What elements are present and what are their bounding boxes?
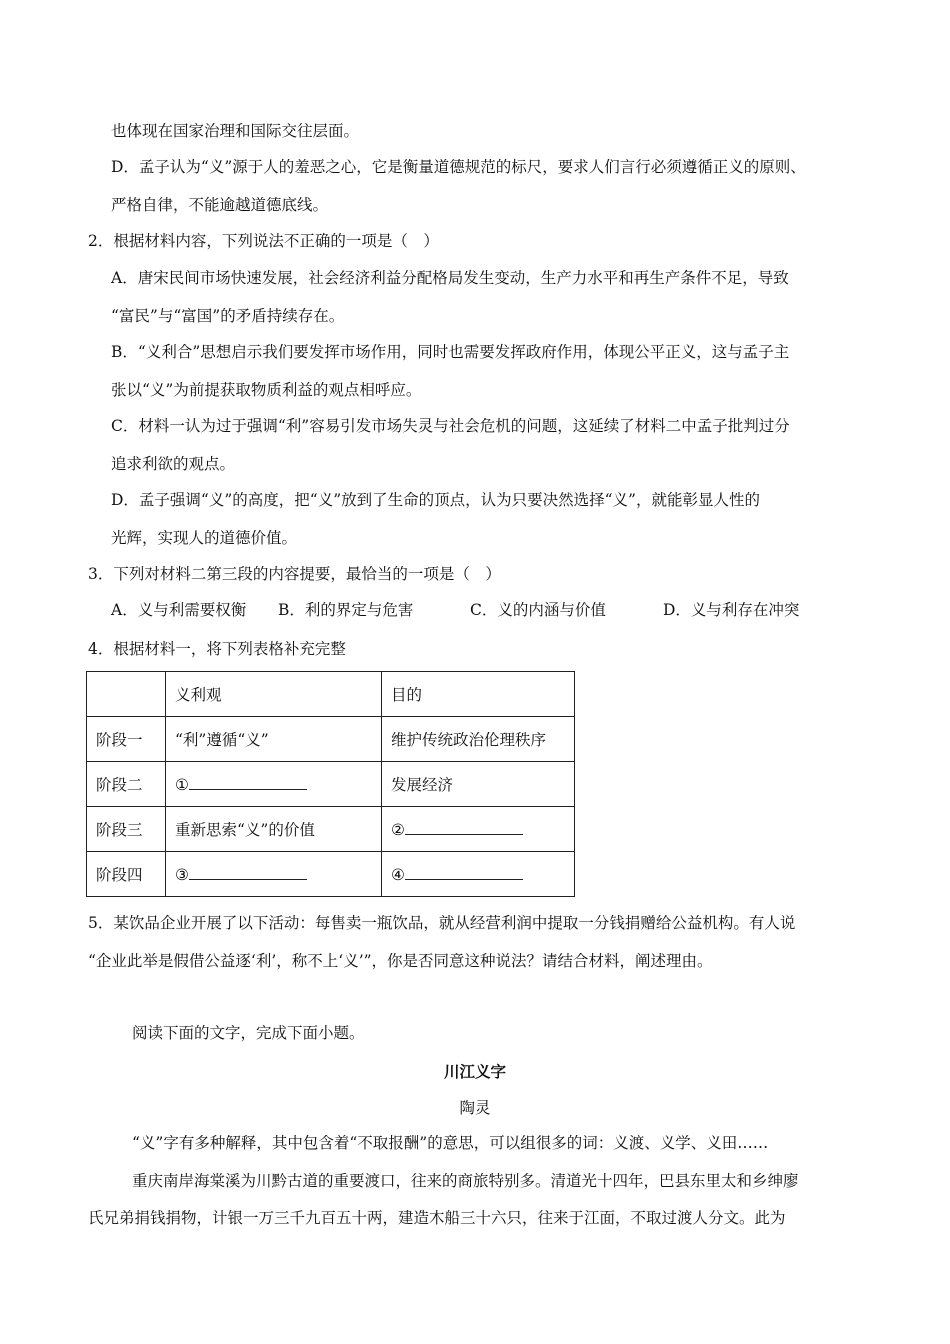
table-row	[87, 852, 575, 897]
q3-option-d: D．义与利存在冲突	[663, 601, 800, 619]
goal-cell: 维护传统政治伦理秩序	[382, 717, 575, 762]
goal-blank-cell[interactable]	[382, 852, 575, 897]
stage-cell: 阶段四	[87, 852, 166, 897]
article-author: 陶灵	[459, 1099, 491, 1117]
q2-option-c-line1: C．材料一认为过于强调“利”容易引发市场失灵与社会危机的问题，这延续了材料二中孟子批判过分	[111, 417, 790, 435]
q5-line1: 5．某饮品企业开展了以下活动：每售卖一瓶饮品，就从经营利润中提取一分钱捐赠给公益机构。有人说	[88, 914, 796, 932]
stage-cell: 阶段二	[87, 762, 166, 807]
goal-cell: 发展经济	[382, 762, 575, 807]
fill-in-blank[interactable]	[405, 820, 523, 835]
q1-option-c-tail: 也体现在国家治理和国际交往层面。	[111, 122, 360, 140]
q3-option-a: A．义与利需要权衡	[111, 601, 247, 619]
q2-option-d-line2: 光辉，实现人的道德价值。	[111, 529, 298, 547]
table-row	[87, 717, 575, 762]
goal-blank-cell[interactable]	[382, 807, 575, 852]
q2-option-d-line1: D．孟子强调“义”的高度，把“义”放到了生命的顶点，认为只要决然选择“义”，就能彰显人性的	[111, 491, 760, 509]
table-header-cell	[87, 672, 166, 717]
table-header-row	[87, 672, 575, 717]
table-header-cell: 义利观	[166, 672, 382, 717]
blank-marker: ③	[175, 865, 189, 884]
table-row	[87, 807, 575, 852]
article-paragraph-2-line1: 重庆南岸海棠溪为川黔古道的重要渡口，往来的商旅特别多。清道光十四年，巴县东里太和乡绅廖	[132, 1172, 799, 1190]
q3-stem: 3．下列对材料二第三段的内容提要，最恰当的一项是（ ）	[88, 565, 501, 583]
q3-option-b: B．利的界定与危害	[278, 601, 414, 619]
q4-table	[86, 671, 575, 897]
stage-cell: 阶段一	[87, 717, 166, 762]
view-cell: “利”遵循“义”	[166, 717, 382, 762]
blank-marker: ②	[391, 820, 405, 839]
q2-option-b-line1: B．“义利合”思想启示我们要发挥市场作用，同时也需要发挥政府作用，体现公平正义，这与孟子主	[111, 343, 790, 361]
q2-option-c-line2: 追求利欲的观点。	[111, 455, 236, 473]
fill-in-blank[interactable]	[189, 775, 307, 790]
q5-line2: “企业此举是假借公益逐‘利’，称不上‘义’”，你是否同意这种说法？请结合材料，阐述理由。	[88, 952, 713, 970]
fill-in-blank[interactable]	[405, 865, 523, 880]
q3-option-c: C．义的内涵与价值	[470, 601, 606, 619]
reading-intro: 阅读下面的文字，完成下面小题。	[132, 1024, 365, 1042]
table-row	[87, 762, 575, 807]
blank-marker: ①	[175, 775, 189, 794]
fill-in-blank[interactable]	[189, 865, 307, 880]
q4-stem: 4．根据材料一，将下列表格补充完整	[88, 640, 346, 658]
q2-stem: 2．根据材料内容，下列说法不正确的一项是（ ）	[88, 232, 439, 250]
article-paragraph-2-line2: 氏兄弟捐钱捐物，计银一万三千九百五十两，建造木船三十六只，往来于江面，不取过渡人分文。此为	[88, 1209, 786, 1227]
q1-option-d-line2: 严格自律，不能逾越道德底线。	[111, 196, 329, 214]
q2-option-b-line2: 张以“义”为前提获取物质利益的观点相呼应。	[111, 381, 422, 399]
q2-option-a-line2: “富民”与“富国”的矛盾持续存在。	[111, 307, 345, 325]
q1-option-d-line1: D．孟子认为“义”源于人的羞恶之心，它是衡量道德规范的标尺，要求人们言行必须遵循正义的原则、	[111, 158, 806, 176]
stage-cell: 阶段三	[87, 807, 166, 852]
view-blank-cell[interactable]	[166, 852, 382, 897]
blank-marker: ④	[391, 865, 405, 884]
view-cell: 重新思索“义”的价值	[166, 807, 382, 852]
q2-option-a-line1: A．唐宋民间市场快速发展，社会经济利益分配格局发生变动，生产力水平和再生产条件不足，导致	[111, 269, 789, 287]
view-blank-cell[interactable]	[166, 762, 382, 807]
table-header-cell: 目的	[382, 672, 575, 717]
article-title: 川江义字	[443, 1062, 506, 1081]
article-paragraph-1: “义”字有多种解释，其中包含着“不取报酬”的意思，可以组很多的词：义渡、义学、义田……	[132, 1134, 769, 1152]
